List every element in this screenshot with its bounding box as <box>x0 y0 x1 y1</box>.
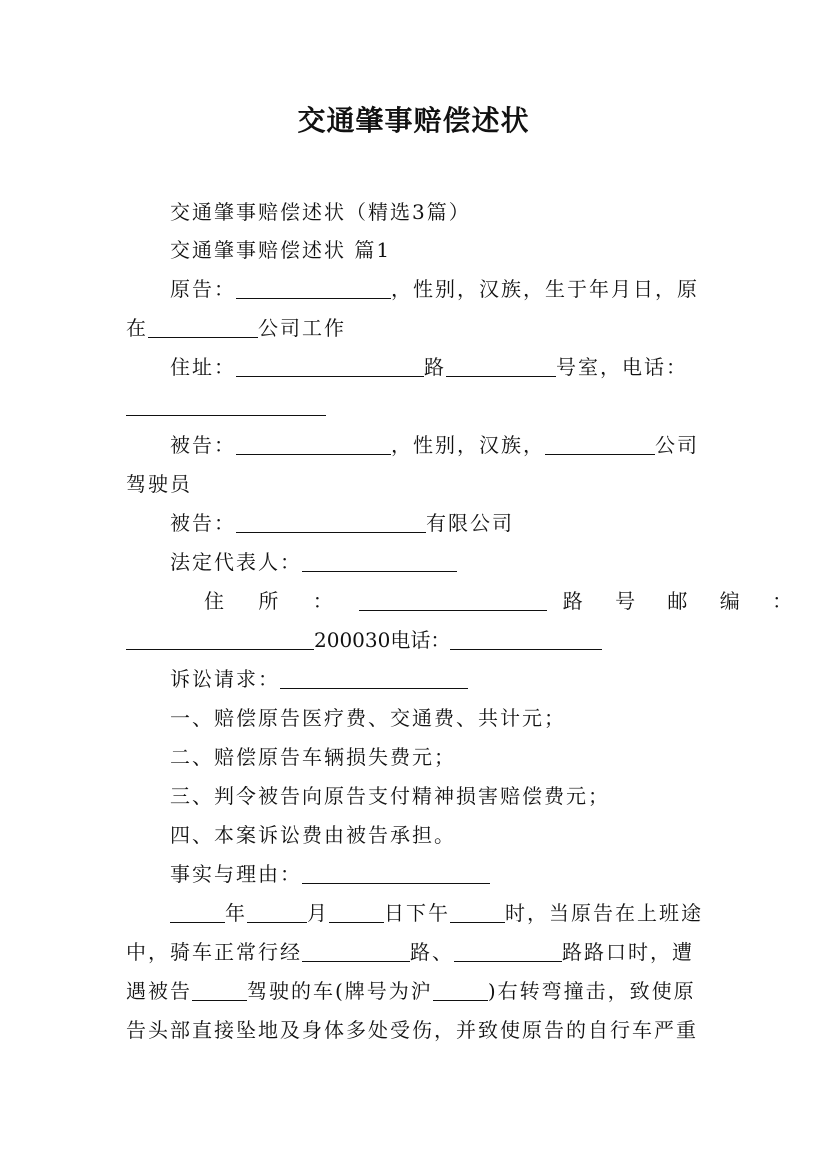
plaintiff-work-prefix: 在 <box>126 316 148 340</box>
defendant-company-blank <box>545 434 655 455</box>
claims-blank <box>280 668 468 689</box>
defendant-company-label: 公司 <box>655 433 699 457</box>
paragraph-claims-heading <box>126 665 745 693</box>
defendant-details: ，性别，汉族， <box>391 433 545 457</box>
paragraph-defendant-2 <box>126 509 745 537</box>
hour-label: 时，当原告在上班途 <box>505 901 703 925</box>
address-number-blank <box>446 356 556 377</box>
month-label: 月 <box>307 901 329 925</box>
road1-label: 路、 <box>410 940 454 964</box>
address-road-blank <box>236 356 424 377</box>
paragraph-claim-1: 一、赔偿原告医疗费、交通费、共计元； <box>170 706 566 730</box>
paragraph-claim-2: 二、赔偿原告车辆损失费元； <box>170 745 456 769</box>
paragraph-residence <box>126 587 806 615</box>
plaintiff-name-blank <box>236 278 391 299</box>
facts-defendant-prefix: 遇被告 <box>126 979 192 1003</box>
legal-rep-blank <box>302 551 457 572</box>
facts-blank <box>302 863 490 884</box>
defendant2-label: 被告： <box>170 511 236 535</box>
phone-blank <box>126 395 326 416</box>
plaintiff-label: 原告： <box>170 277 236 301</box>
paragraph-plaintiff-cont <box>126 314 701 342</box>
road1-blank <box>302 941 410 962</box>
defendant2-suffix: 有限公司 <box>426 511 514 535</box>
paragraph-facts-3 <box>126 977 701 1005</box>
facts-label: 事实与理由： <box>170 862 302 886</box>
driver-blank <box>192 980 247 1001</box>
document-title: 交通肇事赔偿述状 <box>297 104 530 137</box>
address-road-label: 路 <box>424 355 446 379</box>
paragraph-defendant-1-cont: 驾驶员 <box>126 472 192 496</box>
address-phone-label: 号室，电话： <box>556 355 688 379</box>
paragraph-facts-heading <box>126 860 745 888</box>
paragraph-address-phone <box>126 392 701 420</box>
month-blank <box>247 902 307 923</box>
paragraph-facts-2 <box>126 938 701 966</box>
plate-label: 驾驶的车(牌号为沪 <box>247 979 433 1003</box>
claims-label: 诉讼请求： <box>170 667 280 691</box>
facts-collision-text: )右转弯撞击，致使原 <box>487 979 696 1003</box>
paragraph-address <box>126 353 745 381</box>
paragraph-section-heading: 交通肇事赔偿述状 篇1 <box>170 238 392 262</box>
road2-blank <box>454 941 562 962</box>
paragraph-defendant-1 <box>126 431 745 459</box>
postcode-blank <box>126 629 314 650</box>
paragraph-plaintiff <box>126 275 745 303</box>
paragraph-claim-4: 四、本案诉讼费由被告承担。 <box>170 823 456 847</box>
residence-postcode-label: 路 号 邮 编 ： <box>562 589 806 613</box>
paragraph-subtitle: 交通肇事赔偿述状（精选3篇） <box>170 200 471 224</box>
year-label: 年 <box>225 901 247 925</box>
postcode-phone-label: 200030电话： <box>314 628 451 652</box>
day-blank <box>329 902 384 923</box>
paragraph-facts-1 <box>126 899 745 927</box>
plaintiff-details: ，性别，汉族，生于年月日，原 <box>391 277 699 301</box>
paragraph-claim-3: 三、判令被告向原告支付精神损害赔偿费元； <box>170 784 610 808</box>
plate-blank <box>433 980 488 1001</box>
defendant-name-blank <box>236 434 391 455</box>
year-blank <box>170 902 225 923</box>
facts-route-prefix: 中，骑车正常行经 <box>126 940 302 964</box>
defendant-label: 被告： <box>170 433 236 457</box>
address-label: 住址： <box>170 355 236 379</box>
road2-label: 路路口时，遭 <box>562 940 694 964</box>
plaintiff-work-suffix: 公司工作 <box>258 316 346 340</box>
plaintiff-company-blank <box>148 317 258 338</box>
paragraph-residence-cont <box>126 626 701 654</box>
day-label: 日下午 <box>384 901 450 925</box>
paragraph-facts-4: 告头部直接坠地及身体多处受伤，并致使原告的自行车严重 <box>126 1018 698 1042</box>
legal-rep-label: 法定代表人： <box>170 550 302 574</box>
paragraph-legal-rep <box>126 548 745 576</box>
phone2-blank <box>450 629 602 650</box>
residence-blank <box>359 590 547 611</box>
defendant2-name-blank <box>236 512 426 533</box>
residence-label: 住 所 ： <box>204 589 347 613</box>
hour-blank <box>450 902 505 923</box>
